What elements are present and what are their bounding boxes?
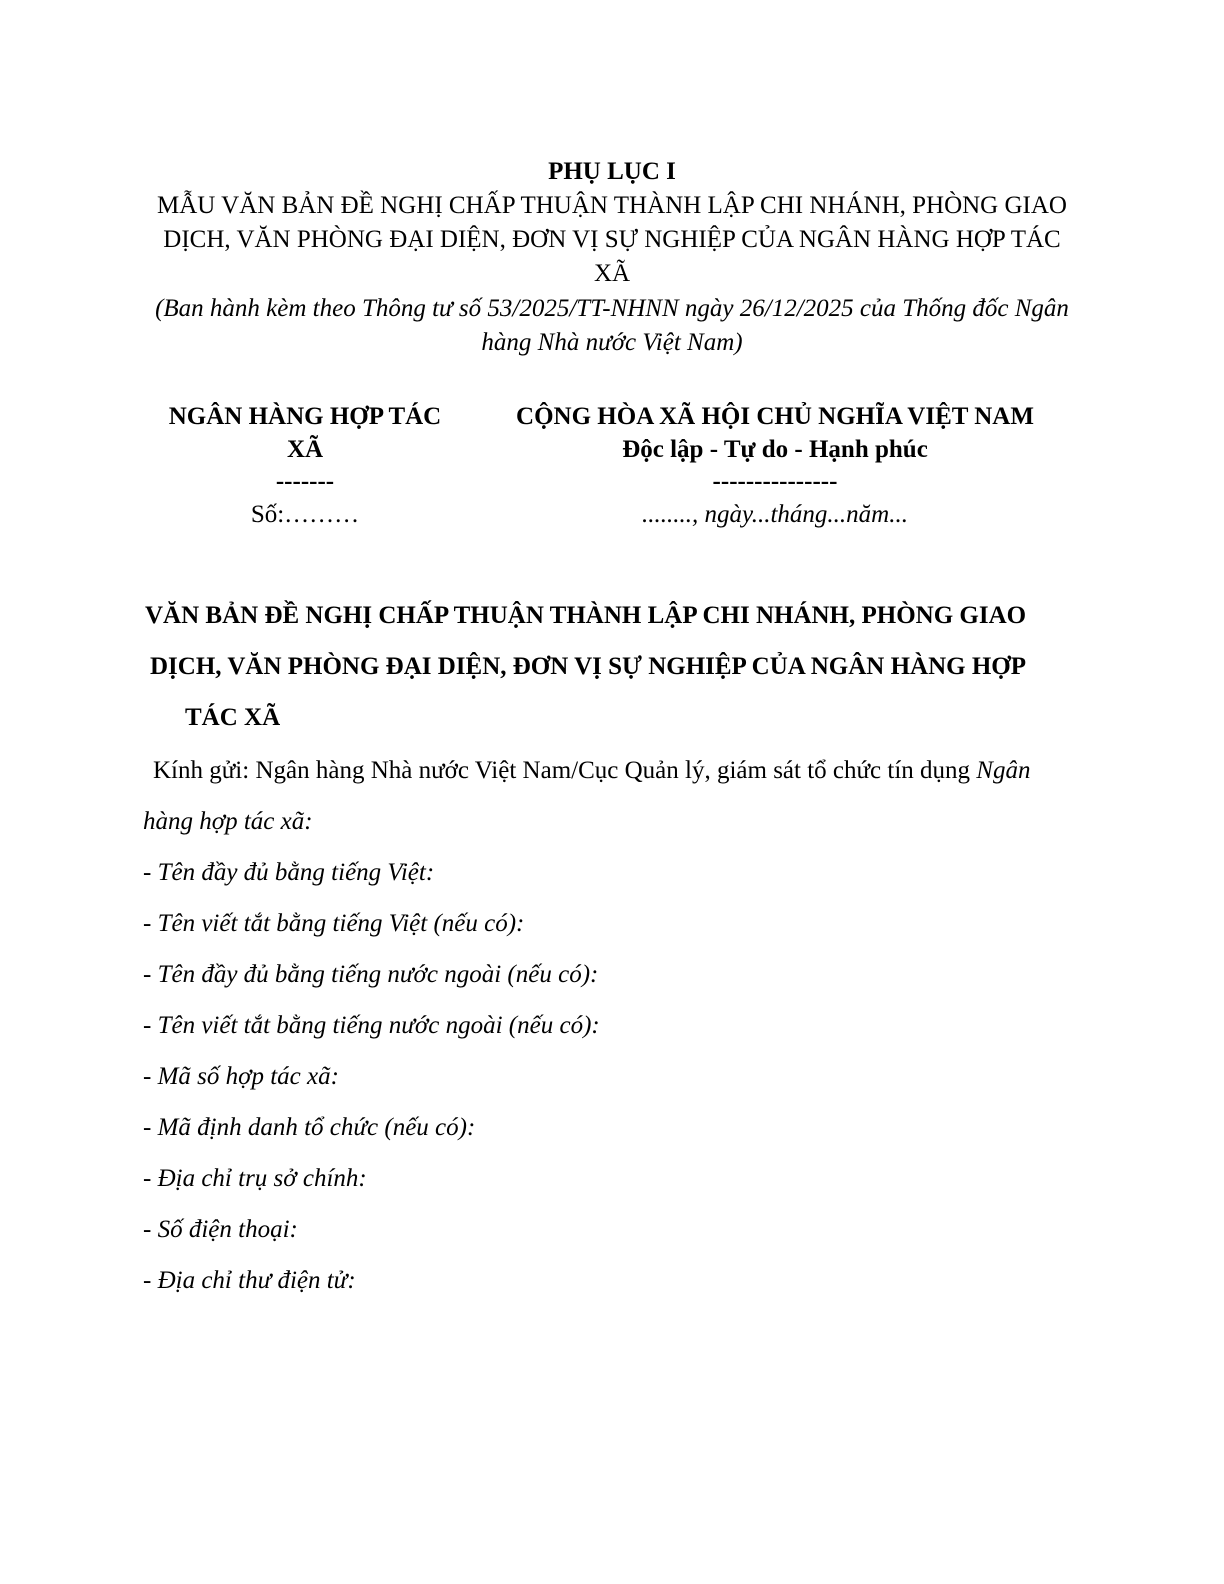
- field-full-name-foreign: - Tên đầy đủ bằng tiếng nước ngoài (nếu có):: [143, 961, 599, 988]
- field-full-name-vi: - Tên đầy đủ bằng tiếng Việt:: [143, 859, 435, 886]
- field-short-name-vi: - Tên viết tắt bằng tiếng Việt (nếu có):: [143, 910, 525, 937]
- addressee-line-2: hàng hợp tác xã:: [143, 808, 313, 835]
- addressee-prefix: Kính gửi: Ngân hàng Nhà nước Việt Nam/Cục Quản lý, giám sát tổ chức tín dụng: [153, 757, 977, 784]
- appendix-subtitle: MẪU VĂN BẢN ĐỀ NGHỊ CHẤP THUẬN THÀNH LẬP CHI NHÁNH, PHÒNG GIAO DỊCH, VĂN PHÒNG ĐẠI DIỆN, ĐƠN VỊ SỰ NGHIỆP CỦA NGÂN HÀNG HỢP TÁC XÃ: [157, 192, 1067, 287]
- document-title: [140, 590, 1070, 743]
- document-title-line-3: TÁC XÃ: [185, 704, 281, 731]
- national-motto: Độc lập - Tự do - Hạnh phúc: [622, 436, 928, 463]
- national-divider: ---------------: [712, 468, 838, 495]
- issuer-divider: -------: [275, 468, 335, 495]
- field-cooperative-code: - Mã số hợp tác xã:: [143, 1063, 339, 1090]
- field-organization-id: - Mã định danh tổ chức (nếu có):: [143, 1114, 476, 1141]
- document-title-line-2: DỊCH, VĂN PHÒNG ĐẠI DIỆN, ĐƠN VỊ SỰ NGHIỆP CỦA NGÂN HÀNG HỢP: [150, 653, 1026, 680]
- date-line: ........, ngày...tháng...năm...: [642, 501, 908, 528]
- applicant-fields: [143, 847, 1068, 1306]
- country-name: CỘNG HÒA XÃ HỘI CHỦ NGHĨA VIỆT NAM: [516, 403, 1034, 430]
- field-phone: - Số điện thoại:: [143, 1216, 298, 1243]
- issuer-header: [155, 400, 455, 531]
- appendix-note: (Ban hành kèm theo Thông tư số 53/2025/TT-NHNN ngày 26/12/2025 của Thống đốc Ngân hàng Nhà nước Việt Nam): [155, 295, 1069, 356]
- addressee: [143, 745, 1068, 847]
- issuer-name: NGÂN HÀNG HỢP TÁC XÃ: [168, 403, 442, 463]
- document-number: Số:………: [250, 501, 360, 528]
- field-head-office-address: - Địa chỉ trụ sở chính:: [143, 1165, 367, 1192]
- national-header: [490, 400, 1060, 531]
- field-short-name-foreign: - Tên viết tắt bằng tiếng nước ngoài (nếu có):: [143, 1012, 600, 1039]
- addressee-italic-1: Ngân: [976, 757, 1031, 784]
- appendix-title: PHỤ LỤC I: [548, 158, 676, 185]
- document-title-line-1: VĂN BẢN ĐỀ NGHỊ CHẤP THUẬN THÀNH LẬP CHI NHÁNH, PHÒNG GIAO: [145, 602, 1027, 629]
- addressee-line-1: [143, 745, 1068, 796]
- field-email: - Địa chỉ thư điện tử:: [143, 1267, 356, 1294]
